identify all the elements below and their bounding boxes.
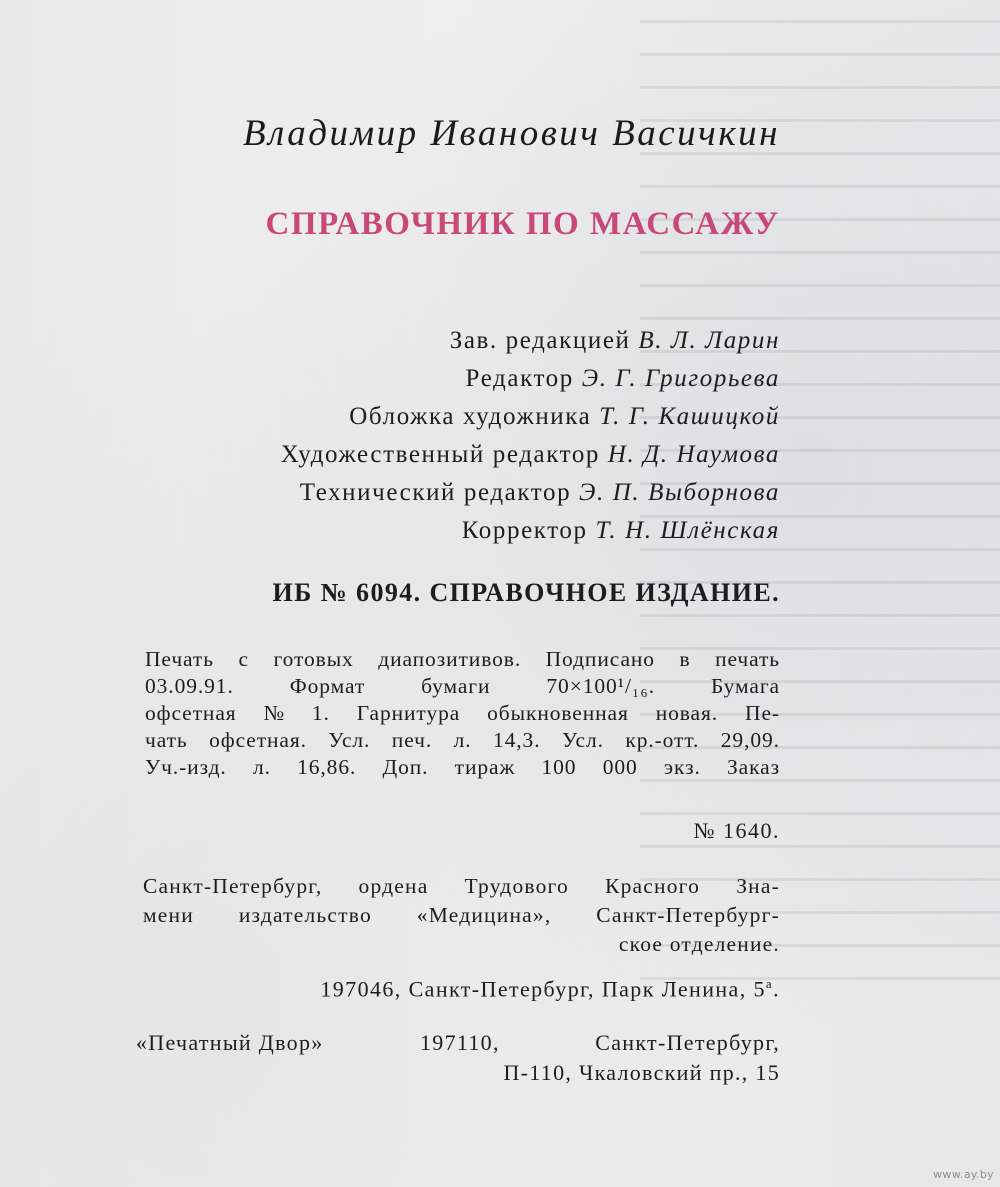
word: Санкт-Петербург, — [595, 1030, 780, 1055]
credit-person: Т. Г. Кашицкой — [599, 403, 780, 430]
credit-role: Зав. редакцией — [449, 327, 631, 354]
address-text: 197046, Санкт-Петербург, Парк Ленина, 5 — [320, 976, 766, 1002]
word: Гарнитура — [356, 701, 461, 725]
credits-block — [150, 322, 780, 550]
word: Зна- — [736, 874, 780, 898]
credit-role: Редактор — [465, 365, 574, 392]
imprint-line — [145, 754, 780, 781]
word: Бумага — [710, 674, 780, 698]
credit-person: Н. Д. Наумова — [607, 441, 780, 468]
word: № — [263, 701, 285, 725]
imprint-line — [145, 700, 780, 727]
printer-block — [136, 1028, 780, 1088]
publisher-line: ское отделение. — [618, 932, 780, 956]
publisher-address — [200, 976, 780, 1002]
word: 000 — [602, 755, 638, 779]
printer-address-line-2: П-110, Чкаловский пр., 15 — [503, 1060, 780, 1085]
credit-person: Э. Г. Григорьева — [581, 365, 780, 392]
imprint-line — [145, 673, 780, 700]
word: л. — [252, 755, 271, 779]
word: Подписано — [545, 647, 655, 671]
word: Доп. — [382, 755, 429, 779]
word: л. — [453, 728, 472, 752]
word: печ. — [391, 728, 433, 752]
word: Формат — [289, 674, 366, 698]
word: обыкновенная — [487, 701, 629, 725]
credit-person: Э. П. Выборнова — [579, 479, 780, 506]
word: мени — [143, 903, 194, 927]
word: печать — [715, 647, 780, 671]
address-superscript: а — [765, 976, 774, 991]
credit-person: Т. Н. Шлёнская — [595, 517, 780, 544]
word: Усл. — [328, 728, 371, 752]
word: 100 — [541, 755, 577, 779]
publisher-line — [143, 872, 780, 901]
author-name: Владимир Иванович Васичкин — [243, 113, 780, 154]
credit-person: В. Л. Ларин — [638, 327, 780, 354]
credit-line — [150, 360, 780, 398]
credit-line — [150, 436, 780, 474]
imprint-line — [145, 727, 780, 754]
credit-role: Корректор — [461, 517, 588, 544]
credit-line — [150, 322, 780, 360]
word: кр.-отт. — [625, 728, 700, 752]
word: 197110, — [420, 1030, 500, 1055]
word: издательство — [238, 903, 372, 927]
credit-line — [150, 474, 780, 512]
word: Уч.-изд. — [145, 755, 227, 779]
printer-name: «Печатный Двор» — [136, 1030, 324, 1055]
word: 1. — [311, 701, 330, 725]
word: 03.09.91. — [145, 674, 234, 698]
word: Пе- — [745, 701, 780, 725]
word: экз. — [663, 755, 701, 779]
word: 70×100¹/₁₆. — [546, 674, 655, 698]
credit-role: Обложка художника — [349, 403, 592, 430]
address-period: . — [773, 976, 780, 1002]
word: чать — [145, 728, 188, 752]
printer-address-line-1 — [420, 1028, 780, 1058]
word: Печать — [145, 647, 214, 671]
word: 29,09. — [720, 728, 780, 752]
ib-number-line: ИБ № 6094. СПРАВОЧНОЕ ИЗДАНИЕ. — [272, 578, 780, 607]
credit-line — [150, 512, 780, 550]
word: в — [679, 647, 691, 671]
word: Санкт-Петербург- — [596, 903, 780, 927]
word: 16,86. — [297, 755, 357, 779]
credit-line — [150, 398, 780, 436]
credit-role: Художественный редактор — [280, 441, 601, 468]
word: Усл. — [561, 728, 604, 752]
word: тираж — [454, 755, 516, 779]
word: 14,3. — [492, 728, 541, 752]
site-watermark: www.ay.by — [933, 1168, 994, 1181]
word: новая. — [655, 701, 719, 725]
printer-line — [136, 1028, 780, 1058]
publisher-line — [143, 901, 780, 930]
imprint-line — [145, 646, 780, 673]
word: Красного — [605, 874, 701, 898]
word: офсетная. — [209, 728, 307, 752]
word: готовых — [273, 647, 354, 671]
word: офсетная — [145, 701, 237, 725]
book-title: СПРАВОЧНИК ПО МАССАЖУ — [265, 206, 780, 242]
word: диапозитивов. — [378, 647, 522, 671]
word: Трудового — [464, 874, 569, 898]
word: Заказ — [727, 755, 780, 779]
word: с — [238, 647, 249, 671]
word: бумаги — [421, 674, 491, 698]
credit-role: Технический редактор — [299, 479, 572, 506]
word: ордена — [358, 874, 429, 898]
imprint-paragraph — [145, 646, 780, 781]
publisher-paragraph — [143, 872, 780, 959]
word: Санкт-Петербург, — [143, 874, 323, 898]
order-number: № 1640. — [693, 818, 780, 843]
word: «Медицина», — [416, 903, 552, 927]
